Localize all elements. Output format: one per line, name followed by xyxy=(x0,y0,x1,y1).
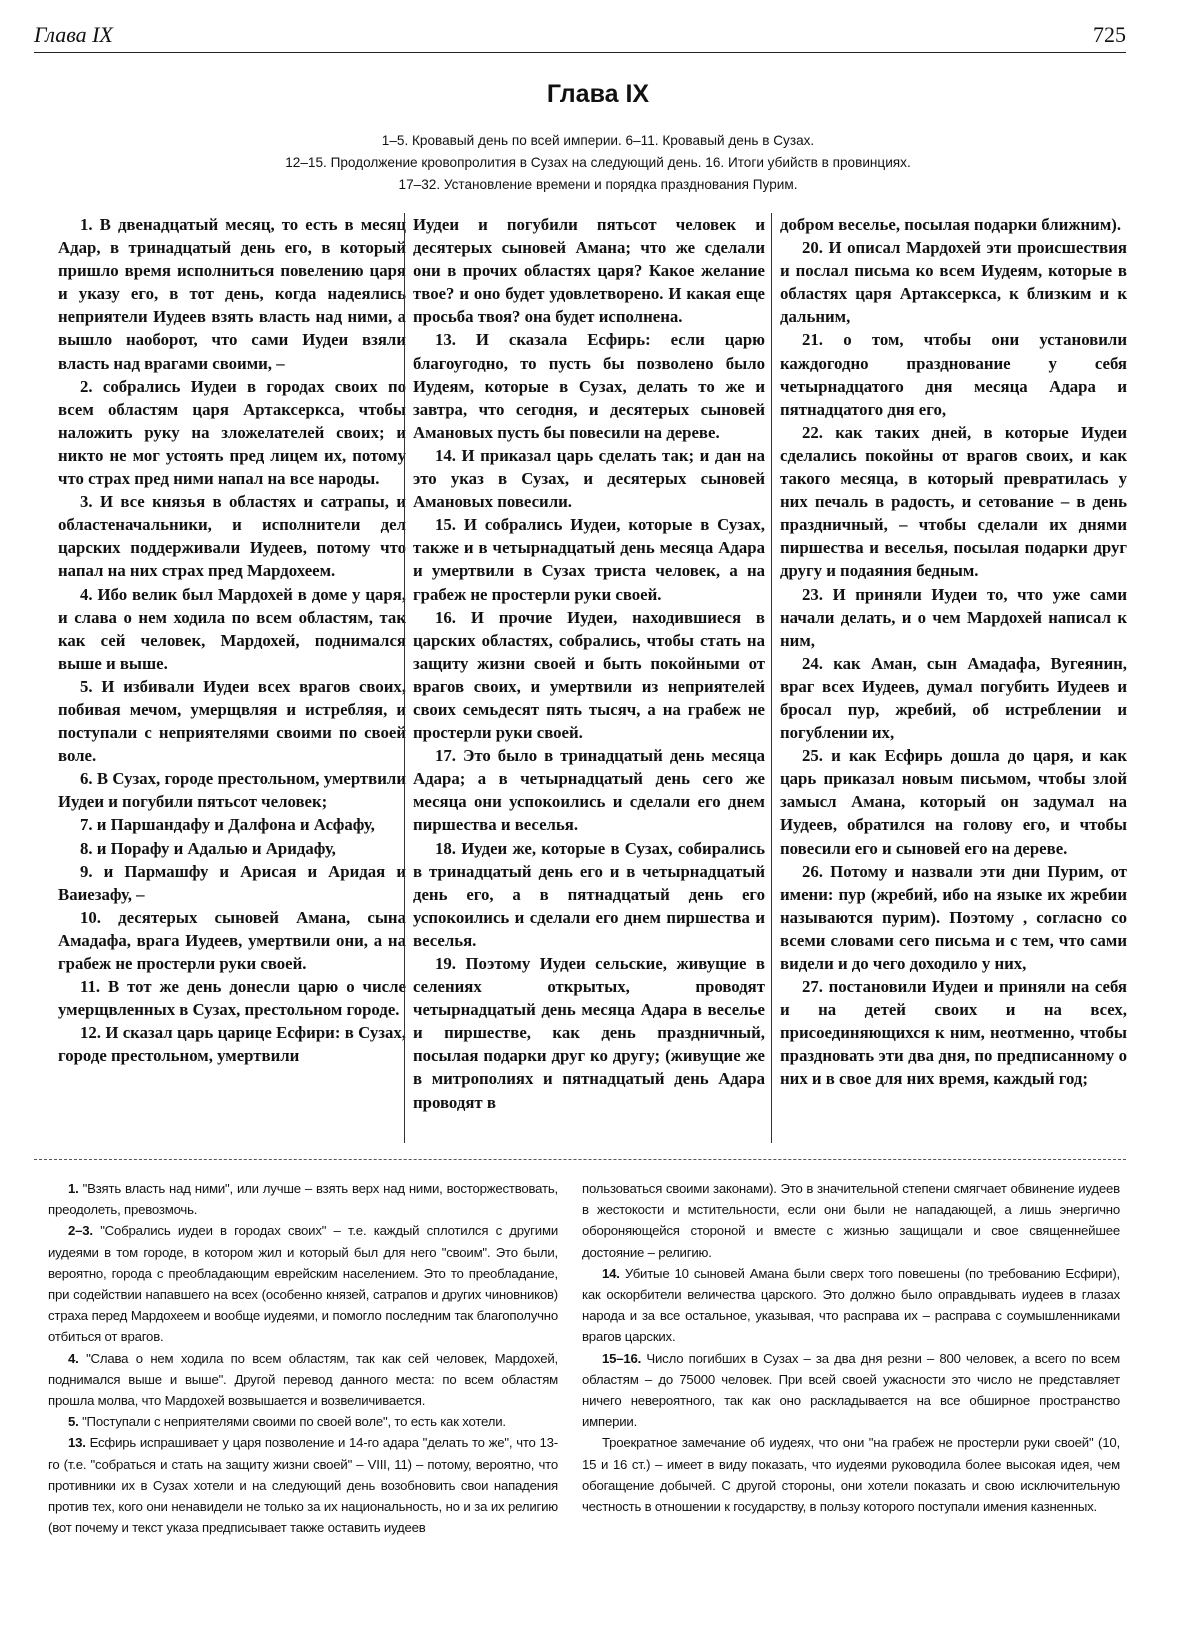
verse: 17. Это было в тринадцатый день месяца Адара; а в четырнадцатый день сего же месяца они успокоились и сделали его днем пиршества и веселья. xyxy=(413,746,765,835)
commentary-column-2 xyxy=(582,1178,1120,1618)
verse: 27. постановили Иудеи и приняли на себя и на детей своих и на всех, присоединяющихся к ним, неотменно, чтобы праздновать эти два дня, по предписанному о них и в свое для них время, каждый год; xyxy=(780,977,1127,1089)
verse: 14. И приказал царь сделать так; и дан на это указ в Сузах, и десятерых сыновей Амановых повесили. xyxy=(413,445,765,512)
note-number: 1. xyxy=(68,1181,79,1196)
commentary-column-1 xyxy=(48,1178,558,1618)
note-number: 2–3. xyxy=(68,1223,93,1239)
chapter-title: Глава IX xyxy=(546,80,650,108)
verse: 6. В Сузах, городе престольном, умертвили Иудеи и погубили пятьсот человек; xyxy=(58,769,406,812)
verse: 3. И все князья в областях и сатрапы, и областеначальники, и исполнители дел царских поддерживали Иудеев, потому что напал на них страх пред Мардохеем. xyxy=(58,492,406,581)
chapter-summary xyxy=(0,130,1196,196)
note-text: "Взять власть над ними", или лучше – взять верх над ними, восторжествовать, преодолеть, превозмочь. xyxy=(48,1181,558,1218)
note xyxy=(582,1348,1120,1433)
verse: 25. и как Есфирь дошла до царя, и как царь приказал новым письмом, чтобы злой замысл Амана, который он задумал на Иудеев, обратился на голову его, и чтобы повесили его и сыновей его на дереве. xyxy=(780,746,1127,858)
note-text: "Поступали с неприятелями своими по своей воле", то есть как хотели. xyxy=(82,1414,506,1430)
note-text: Троекратное замечание об иудеях, что они "на грабеж не простерли руки своей" (10, 15 и 16 ст.) – имеет в виду показать, что иудеями руководила более высокая идея, чем обогащение добычей. С другой стороны, они хотели показать и свою исключительную честность в отношении к государству, в пользу которого поступали имения казненных. xyxy=(582,1435,1120,1515)
verse-continuation: Иудеи и погубили пятьсот человек и десятерых сыновей Амана; что же сделали они в прочих областях царя? Какое желание твое? и оно будет удовлетворено. И какая еще просьба твоя? она будет исполнена. xyxy=(413,215,765,327)
summary-line: 12–15. Продолжение кровопролития в Сузах на следующий день. 16. Итоги убийств в провинциях. xyxy=(285,155,911,170)
verse: 4. Ибо велик был Мардохей в доме у царя, и слава о нем ходила по всем областям, так как сей человек, Мардохей, поднимался выше и выше. xyxy=(58,584,406,673)
note-continuation: пользоваться своими законами). Это в значительной степени смягчает обвинение иудеев в жестокости и мстительности, если они были не нападающей, а лишь энергично обороняющейся стороной и вместе с жизнью защищали и свое священнейшее достояние – религию. xyxy=(582,1181,1120,1260)
verse: 1. В двенадцатый месяц, то есть в месяц Адар, в тринадцатый день его, в который пришло время исполниться повелению царя и указу его, в тот день, когда надеялись неприятели Иудеев взять власть над ними, а вышло наоборот, что сами Иудеи взяли власть над врагами своими, – xyxy=(58,215,406,373)
verse-continuation: добром веселье, посылая подарки ближним). xyxy=(780,215,1122,234)
verse: 16. И прочие Иудеи, находившиеся в царских областях, собрались, чтобы стать на защиту жизни своей и быть покойными от врагов своих, и умертвили из неприятелей своих семьдесят пять тысяч, а на грабеж не простерли руки своей. xyxy=(413,607,765,743)
verse: 5. И избивали Иудеи всех врагов своих, побивая мечом, умерщвляя и истребляя, и поступали с неприятелями своими по своей воле. xyxy=(58,676,406,766)
note xyxy=(582,1432,1120,1517)
note-number: 14. xyxy=(602,1265,620,1281)
verse: 9. и Пармашфу и Арисая и Аридая и Ваиезафу, – xyxy=(58,861,406,904)
note-text: Есфирь испрашивает у царя позволение и 14-го адара "делать то же", что 13-го (т.е. "собраться и стать на защиту жизни своей" – VIII, 11) – потому, вероятно, что противники их в Сузах хотели и на следующий день возобновить свои нападения против тех, кого они ненавидели не только за их национальность, но и за их религию (вот почему и текст указа предписывает также оставить иудеев xyxy=(48,1435,558,1536)
footnote-separator xyxy=(34,1159,1126,1160)
summary-line: 1–5. Кровавый день по всей империи. 6–11. Кровавый день в Сузах. xyxy=(381,133,815,148)
verse: 11. В тот же день донесли царю о числе умерщвленных в Сузах, престольном городе. xyxy=(58,977,406,1020)
verse: 22. как таких дней, в которые Иудеи сделались покойны от врагов своих, и как такого месяца, в который превратилась у них печаль в радость, и сетование – в день праздничный, – чтобы сделали их днями пиршества и веселья, посылая подарки друг другу и подаяния бедным. xyxy=(780,422,1127,581)
verse: 12. И сказал царь царице Есфири: в Сузах, городе престольном, умертвили xyxy=(58,1023,406,1066)
note-number: 15–16. xyxy=(602,1350,642,1366)
running-header xyxy=(34,22,1126,53)
summary-line: 17–32. Установление времени и порядка празднования Пурим. xyxy=(398,177,798,192)
verse: 7. и Паршандафу и Далфона и Асфафу, xyxy=(80,815,375,835)
note-text: Число погибших в Сузах – за два дня резни – 800 человек, а всего по всем областям – до 75000 человек. При всей своей ужасности это число не представляет ничего невероятного, так как оно раскладывается на все обширное пространство империи. xyxy=(582,1350,1120,1430)
verse: 13. И сказала Есфирь: если царю благоугодно, то пусть бы позволено было Иудеям, которые в Сузах, делать то же и завтра, что сегодня, и десятерых сыновей Амановых пусть бы повесили на дереве. xyxy=(413,330,765,442)
note xyxy=(48,1411,558,1432)
text-column-1 xyxy=(58,213,406,1143)
running-title: Глава IX xyxy=(34,22,113,47)
commentary xyxy=(34,1178,1126,1618)
note-number: 5. xyxy=(68,1414,79,1430)
note-number: 4. xyxy=(68,1350,79,1366)
verse: 20. И описал Мардохей эти происшествия и послал письма ко всем Иудеям, которые в областях царя Артаксеркса, к близким и к дальним, xyxy=(780,238,1127,327)
verse: 21. о том, чтобы они установили каждогодно празднование у себя четырнадцатого дня месяца Адара и пятнадцатого дня его, xyxy=(780,330,1127,419)
verse: 23. И приняли Иудеи то, что уже сами начали делать, и о чем Мардохей написал к ним, xyxy=(780,584,1127,650)
note xyxy=(48,1432,558,1538)
verse: 15. И собрались Иудеи, которые в Сузах, также и в четырнадцатый день месяца Адара и умертвили в Сузах триста человек, а на грабеж не простерли руки своей. xyxy=(413,515,765,604)
note-text: "Собрались иудеи в городах своих" – т.е. каждый сплотился с другими иудеями в том городе, в котором жил и который был для него "своим". Это были, вероятно, города с преобладающим еврейским населением. Это то преобладание, при содействии напавшего на всех (особенно князей, сатрапов и других чиновников) страха перед Мардохеем и вообще иудеями, и помогло последним так благополучно отбиться от врагов. xyxy=(48,1223,558,1345)
text-column-3 xyxy=(771,213,1127,1143)
verse: 24. как Аман, сын Амадафа, Вугеянин, враг всех Иудеев, думал погубить Иудеев и бросал пур, жребий, об истреблении и погублении их, xyxy=(780,653,1127,743)
verse: 10. десятерых сыновей Амана, сына Амадафа, врага Иудеев, умертвили они, а на грабеж не простерли руки своей. xyxy=(58,907,406,973)
note xyxy=(48,1348,558,1412)
note-text: Убитые 10 сыновей Амана были сверх того повешены (по требованию Есфири), как оскорбители величества царского. Это должно было оправдывать иудеев в глазах народа и за все остальное, указывая, что расправа их – расправа с соумышленниками врагов царских. xyxy=(582,1265,1120,1345)
text-column-2 xyxy=(404,213,765,1143)
note-number: 13. xyxy=(68,1435,86,1451)
note xyxy=(48,1220,558,1347)
verse: 18. Иудеи же, которые в Сузах, собирались в тринадцатый день его и в четырнадцатый день его, а в пятнадцатый день его успокоились и сделали его днем пиршества и веселья. xyxy=(413,838,765,950)
verse: 2. собрались Иудеи в городах своих по всем областям царя Артаксеркса, чтобы наложить руку на зложелателей своих; и никто не мог устоять пред лицем их, потому что страх пред ними напал на все народы. xyxy=(58,376,406,489)
note xyxy=(48,1178,558,1220)
verse: 19. Поэтому Иудеи сельские, живущие в селениях открытых, проводят четырнадцатый день месяца Адара в веселье и пиршестве, как день праздничный, посылая подарки друг ко другу; (живущие же в митрополиях и пятнадцатый день Адара проводят в xyxy=(413,954,765,1112)
note-text: "Слава о нем ходила по всем областям, так как сей человек, Мардохей, поднимался выше и выше". Другой перевод данного места: по всем областям прошла молва, что Мардохей возвышается и возвеличивается. xyxy=(48,1350,558,1409)
verse: 8. и Порафу и Адалью и Аридафу, xyxy=(80,838,336,858)
page-number: 725 xyxy=(1093,22,1126,47)
note xyxy=(582,1263,1120,1348)
verse: 26. Потому и назвали эти дни Пурим, от имени: пур (жребий, ибо на языке их жребии называются пурим). Поэтому , согласно со всеми словами сего письма и с тем, что сами видели и до чего доходило у них, xyxy=(780,861,1127,973)
main-text xyxy=(34,213,1126,1143)
